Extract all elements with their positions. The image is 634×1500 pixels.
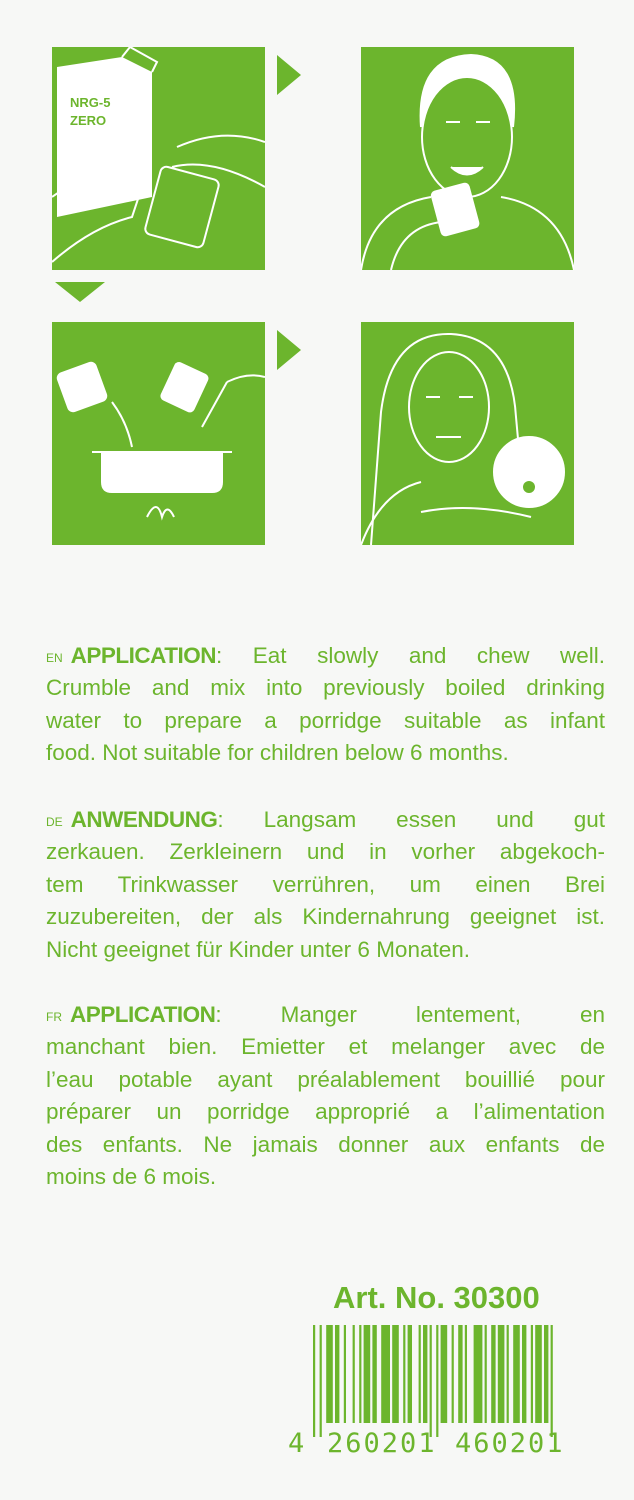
- text-line: : Eat slowly and chew well.: [216, 643, 605, 668]
- barcode-bar: [452, 1325, 454, 1423]
- language-code: EN: [46, 651, 63, 665]
- barcode-bar: [544, 1325, 548, 1423]
- barcode-bar: [498, 1325, 505, 1423]
- barcode-bar: [465, 1325, 467, 1423]
- barcode-bar: [531, 1325, 533, 1423]
- barcode-bar: [436, 1325, 438, 1437]
- barcode-bar: [535, 1325, 542, 1423]
- text-line: l’eau potable ayant préalablement bouillié pour: [46, 1066, 605, 1092]
- language-code: DE: [46, 815, 63, 829]
- barcode-bar: [419, 1325, 421, 1423]
- barcode: [313, 1325, 590, 1437]
- barcode-bar: [474, 1325, 483, 1423]
- barcode-bar: [403, 1325, 405, 1423]
- article-number: Art. No. 30300: [333, 1280, 540, 1315]
- text-line: : Manger lentement, en: [215, 1002, 605, 1027]
- section-fr: [46, 999, 605, 1193]
- barcode-bar: [359, 1325, 361, 1423]
- barcode-bar: [381, 1325, 390, 1423]
- illustration-open-pack: [52, 47, 265, 270]
- text-line: Crumble and mix into previously boiled drinking: [46, 675, 605, 701]
- svg-text:NRG-5: NRG-5: [70, 95, 111, 110]
- barcode-bar: [458, 1325, 462, 1423]
- barcode-bar: [522, 1325, 526, 1423]
- section-heading: APPLICATION: [70, 1002, 216, 1027]
- barcode-bar: [430, 1325, 432, 1437]
- barcode-bar: [344, 1325, 346, 1423]
- barcode-bar: [313, 1325, 315, 1437]
- arrow-down-icon: [55, 282, 105, 302]
- text-line: zuzubereiten, der als Kindernahrung geeignet ist.: [46, 904, 605, 930]
- text-line: water to prepare a porridge suitable as infant: [46, 707, 605, 733]
- illustration-cooking-porridge: [52, 322, 265, 545]
- arrow-right-icon: [277, 330, 301, 370]
- barcode-bar: [408, 1325, 412, 1423]
- barcode-bar: [320, 1325, 322, 1437]
- barcode-bar: [372, 1325, 376, 1423]
- text-line: Nicht geeignet für Kinder unter 6 Monaten.: [46, 936, 471, 962]
- barcode-bar: [491, 1325, 495, 1423]
- text-line: tem Trinkwasser verrühren, um einen Brei: [46, 871, 605, 897]
- text-line: : Langsam essen und gut: [217, 807, 605, 832]
- barcode-bar: [335, 1325, 339, 1423]
- barcode-bar: [364, 1325, 371, 1423]
- barcode-digits-left: 260201: [327, 1428, 437, 1459]
- barcode-bar: [423, 1325, 427, 1423]
- section-de: [46, 804, 605, 966]
- text-line: manchant bien. Emietter et melanger avec de: [46, 1034, 605, 1060]
- text-line: food. Not suitable for children below 6 months.: [46, 740, 509, 766]
- barcode-bar: [392, 1325, 399, 1423]
- text-line: moins de 6 mois.: [46, 1164, 217, 1190]
- language-code: FR: [46, 1010, 62, 1024]
- illustration-man-eating: [361, 47, 574, 270]
- barcode-digit-first: 4: [288, 1428, 307, 1459]
- barcode-bar: [513, 1325, 520, 1423]
- section-en: [46, 640, 605, 770]
- section-heading: APPLICATION: [70, 643, 217, 668]
- section-heading: ANWENDUNG: [70, 807, 218, 832]
- illustration-mother-feeding-baby: [361, 322, 574, 545]
- svg-text:ZERO: ZERO: [70, 113, 107, 128]
- text-line: des enfants. Ne jamais donner aux enfants de: [46, 1131, 605, 1157]
- text-line: préparer un porridge approprié a l’alimentation: [46, 1099, 605, 1125]
- barcode-bar: [551, 1325, 553, 1437]
- barcode-bar: [507, 1325, 509, 1423]
- barcode-bar: [441, 1325, 448, 1423]
- barcode-bar: [353, 1325, 355, 1423]
- barcode-bar: [485, 1325, 487, 1423]
- barcode-digits-right: 460201: [455, 1428, 565, 1459]
- arrow-right-icon: [277, 55, 301, 95]
- text-line: zerkauen. Zerkleinern und in vorher abgekoch-: [46, 839, 605, 865]
- barcode-bar: [326, 1325, 333, 1423]
